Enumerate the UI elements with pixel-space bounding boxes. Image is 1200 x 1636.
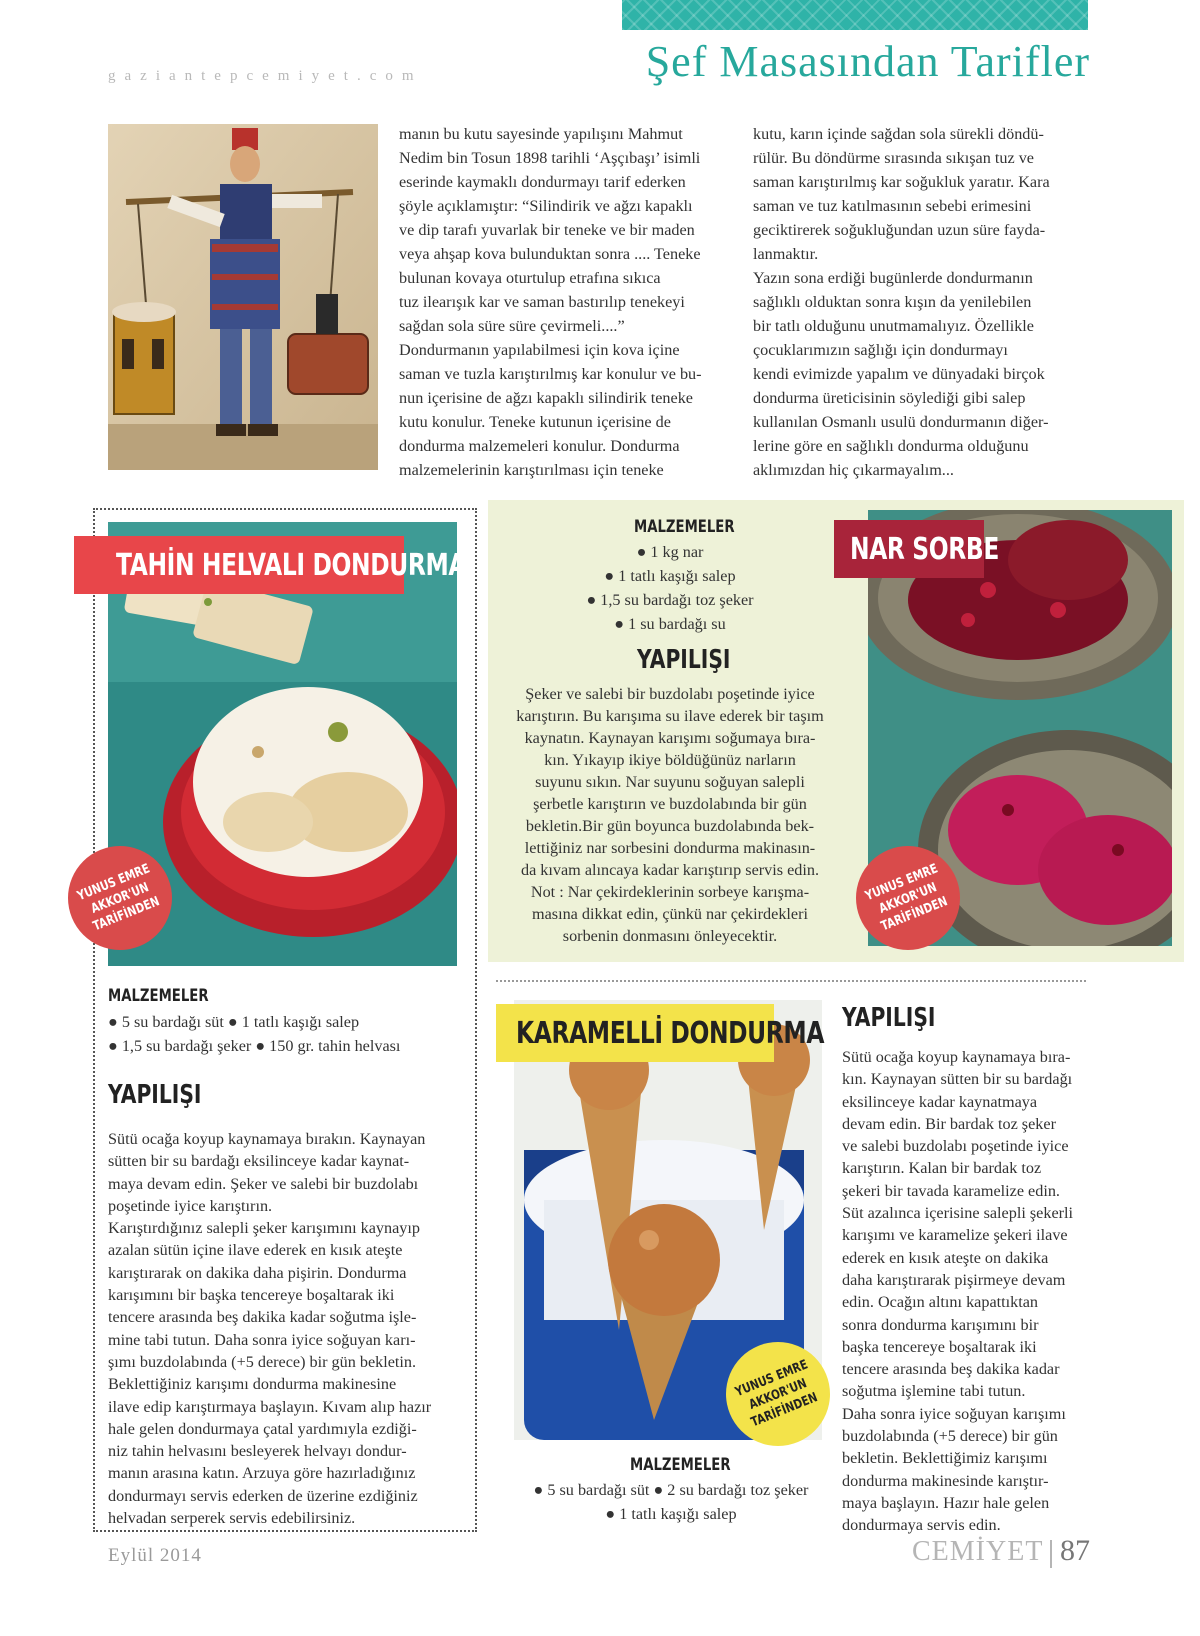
text-line: karıştırın. Kalan bir bardak toz: [842, 1159, 1042, 1178]
magazine-brand: CEMİYET: [912, 1536, 1044, 1567]
text-line: soğutma işlemine tabi tutun.: [842, 1382, 1026, 1401]
header-pattern-band: [622, 0, 1088, 30]
text-line: karıştırarak on dakika daha pişirin. Dondurma: [108, 1263, 407, 1282]
text-line: şerbetle karıştırın ve buzdolabında bir gün: [533, 795, 807, 813]
text-line: kaynatın. Kaynayan karışımı soğumaya bıra-: [524, 729, 816, 747]
text-line: malzemelerinin karıştırılması için teneke: [399, 461, 664, 479]
text-line: bekletin. Beklettiğimiz karışımı: [842, 1449, 1048, 1468]
text-line: eksilinceye kadar kaynatmaya: [842, 1092, 1038, 1111]
text-line: şımı buzdolabında (+5 derece) bir gün bekletin.: [108, 1352, 417, 1371]
text-line: helvadan serperek servis edebilirsiniz.: [108, 1509, 356, 1528]
page-number: 87: [1060, 1534, 1090, 1567]
text-line: manın bu kutu sayesinde yapılışını Mahmut: [399, 125, 683, 143]
text-line: masına dikkat edin, çünkü nar çekirdekleri: [532, 905, 808, 923]
text-line: karışımı ve karamelize şekeri ilave: [842, 1226, 1068, 1245]
nar-ingredients-heading: MALZEMELER: [634, 517, 735, 537]
tahin-chef-badge: [68, 846, 172, 950]
text-line: dondurma makinesinde karıştır-: [842, 1471, 1049, 1490]
karamel-title-label: [496, 1004, 825, 1062]
text-line: şekeri bir tavada karamelize edin.: [842, 1181, 1060, 1200]
text-line: dondurma malzemeleri konulur. Dondurma: [399, 437, 680, 455]
text-line: Sütü ocağa koyup kaynamaya bıra-: [842, 1048, 1071, 1066]
nar-title: NAR SORBE: [850, 532, 999, 567]
ingredient-line: ● 1 tatlı kaşığı salep: [604, 567, 736, 585]
karamel-chef-badge: [726, 1342, 830, 1446]
karamel-method-text: [842, 1046, 1092, 1537]
text-line: şöyle açıklamıştır: “Silindirik ve ağzı kapaklı: [399, 197, 693, 215]
ingredient-line: ● 5 su bardağı süt ● 2 su bardağı toz şeker: [533, 1481, 809, 1499]
text-line: sütten bir su bardağı eksilinceye kadar kaynat-: [108, 1152, 410, 1171]
issue-date: Eylül 2014: [108, 1545, 202, 1566]
text-line: mine tabi tutun. Daha sonra iyice soğuyan karı-: [108, 1330, 416, 1349]
text-line: lanmaktır.: [753, 245, 819, 263]
text-line: kullanılan Osmanlı usulü dondurmanın diğer-: [753, 413, 1049, 431]
text-line: rülür. Bu döndürme sırasında sıkışan tuz ve: [753, 149, 1034, 167]
nar-ingredients-list: [500, 540, 840, 636]
intro-column-1: [399, 122, 729, 482]
text-line: lettiğiniz nar sorbesini dondurma makinasın-: [524, 839, 816, 857]
text-line: karışımını bir başka tencereye boşaltarak iki: [108, 1286, 395, 1305]
text-line: da kıvam alıncaya kadar karıştırıp servis edin.: [520, 861, 819, 879]
ingredient-line: ● 1,5 su bardağı şeker ● 150 gr. tahin helvası: [108, 1037, 401, 1055]
text-line: aklımızdan hiç çıkarmayalım...: [753, 461, 954, 479]
text-line: bulunan kovaya oturtulup etrafına sıkıca: [399, 269, 661, 287]
text-line: hale gelen dondurmaya çatal yardımıyla ezdiği-: [108, 1419, 417, 1438]
text-line: geciktirerek soğukluğundan uzun süre fayda-: [753, 221, 1046, 239]
text-line: Sütü ocağa koyup kaynamaya bırakın. Kaynayan: [108, 1130, 426, 1148]
text-line: saman ve tuzla karıştırılmış kar konulur ve bu-: [399, 365, 702, 383]
text-line: dondurmayı servis ederken de üzerine ezdiğiniz: [108, 1486, 418, 1505]
text-line: kutu konulur. Teneke kutunun içerisine de: [399, 413, 671, 431]
text-line: eserinde kaymaklı dondurmayı tarif ederken: [399, 173, 686, 191]
text-line: Not : Nar çekirdeklerinin sorbeye karışma-: [530, 883, 810, 901]
text-line: ve salebi buzdolabı poşetinde iyice: [842, 1137, 1069, 1156]
text-line: bir tatlı olduğunu unutmamalıyız. Özellikle: [753, 317, 1034, 335]
text-line: Süt azalınca içerisine salepli şekerli: [842, 1204, 1074, 1223]
tahin-title-label: [74, 536, 467, 594]
ingredient-line: ● 1,5 su bardağı toz şeker: [586, 591, 754, 609]
section-divider: [496, 980, 1086, 982]
text-line: azalan sütün içine ilave ederek en kısık ateşte: [108, 1241, 403, 1260]
nar-method-heading: YAPILIŞI: [637, 645, 731, 675]
chef-credit-text: YUNUS EMRE AKKOR'UN TARİFİNDEN: [75, 860, 162, 934]
text-line: ederek en kısık ateşte on dakika: [842, 1248, 1049, 1267]
ingredient-line: ● 1 kg nar: [636, 543, 704, 561]
chef-credit-text: YUNUS EMRE AKKOR'UN TARİFİNDEN: [863, 860, 950, 934]
text-line: daha karıştırarak pişirmeye devam: [842, 1270, 1066, 1289]
text-line: tencere arasında beş dakika kadar soğutma işle-: [108, 1308, 417, 1327]
tahin-ingredients-heading: MALZEMELER: [108, 986, 209, 1006]
tahin-method-text: [108, 1128, 468, 1529]
text-line: başka tencereye boşaltarak iki: [842, 1337, 1037, 1356]
footer-separator: [1050, 1540, 1052, 1568]
text-line: saman ve tuz katılmasının sebebi erimesini: [753, 197, 1032, 215]
text-line: veya ahşap kova bulunduktan sonra .... Teneke: [399, 245, 701, 263]
text-line: ilave edip karıştırmaya başlayın. Kıvam alıp hazır: [108, 1397, 432, 1416]
text-line: ve dip tarafı yuvarlak bir teneke ve bir maden: [399, 221, 695, 239]
text-line: buzdolabında (+5 derece) bir gün: [842, 1427, 1058, 1446]
section-title: Şef Masasından Tarifler: [645, 37, 1090, 86]
intro-column-2: [753, 122, 1093, 482]
karamel-title: KARAMELLİ DONDURMA: [516, 1016, 825, 1051]
karamel-method-heading: YAPILIŞI: [842, 1003, 936, 1033]
nar-chef-badge: [856, 846, 960, 950]
text-line: kendi evimizde yapalım ve dünyadaki birçok: [753, 365, 1045, 383]
ingredient-line: ● 1 su bardağı su: [614, 615, 726, 633]
text-line: Nedim bin Tosun 1898 tarihli ‘Aşçıbaşı’ isimli: [399, 149, 701, 167]
text-line: kın. Yıkayıp ikiye böldüğünüz narların: [544, 751, 796, 769]
text-line: çocuklarımızın sağlığı için dondurmayı: [753, 341, 1008, 359]
karamel-ingredients-heading: MALZEMELER: [630, 1455, 731, 1475]
text-line: maya devam edin. Şeker ve salebi bir buzdolabı: [108, 1174, 419, 1193]
text-line: Yazın sona erdiği bugünlerde dondurmanın: [753, 269, 1033, 287]
text-line: sağlıklı olduktan sonra kışın da yenilebilen: [753, 293, 1032, 311]
text-line: edin. Ocağın altını kapattıktan: [842, 1293, 1038, 1312]
tahin-method-heading: YAPILIŞI: [108, 1080, 202, 1110]
site-url: gaziantepcemiyet.com: [108, 68, 423, 84]
text-line: manın arasına katın. Arzuya göre hazırladığınız: [108, 1464, 416, 1483]
ingredient-line: ● 1 tatlı kaşığı salep: [605, 1505, 737, 1523]
nar-method-text: [500, 683, 840, 947]
text-line: tencere arasında beş dakika kadar: [842, 1360, 1060, 1379]
text-line: devam edin. Bir bardak toz şeker: [842, 1114, 1056, 1133]
text-line: poşetinde iyice karıştırın.: [108, 1196, 273, 1215]
nar-title-label: [834, 520, 999, 578]
text-line: lerine göre en sağlıklı dondurma olduğunu: [753, 437, 1029, 455]
karamel-ingredients-list: [506, 1478, 836, 1526]
text-line: dondurmaya servis edin.: [842, 1516, 1001, 1535]
text-line: maya başlayın. Hazır hale gelen: [842, 1493, 1050, 1512]
tahin-ingredients-list: [108, 1010, 468, 1058]
text-line: Beklettiğiniz karışımı dondurma makinesine: [108, 1375, 397, 1394]
text-line: karıştırın. Bu karışıma su ilave ederek bir taşım: [516, 707, 824, 725]
text-line: sorbenin donmasını önleyecektir.: [562, 927, 778, 945]
ingredient-line: ● 5 su bardağı süt ● 1 tatlı kaşığı salep: [108, 1013, 360, 1031]
text-line: tuz ilearışık kar ve saman bastırılıp tenekeyi: [399, 293, 685, 311]
text-line: nun içerisine de ağzı kapaklı silindirik teneke: [399, 389, 693, 407]
chef-credit-text: YUNUS EMRE AKKOR'UN TARİFİNDEN: [733, 1356, 820, 1430]
text-line: sağdan sola süre süre çevirmeli....”: [399, 317, 625, 335]
text-line: Şeker ve salebi bir buzdolabı poşetinde iyice: [525, 685, 815, 703]
text-line: bekletin.Bir gün boyunca buzdolabında bek-: [525, 817, 815, 835]
text-line: niz tahin helvasını besleyerek helvayı dondur-: [108, 1442, 407, 1461]
text-line: Daha sonra iyice soğuyan karışımı: [842, 1404, 1066, 1423]
text-line: kutu, karın içinde sağdan sola sürekli döndü-: [753, 125, 1044, 143]
text-line: saman karıştırılmış kar soğukluk yaratır. Kara: [753, 173, 1050, 191]
tahin-title: TAHİN HELVALI DONDURMA: [116, 548, 467, 583]
text-line: dondurma üreticisinin söylediği gibi salep: [753, 389, 1026, 407]
text-line: kın. Kaynayan sütten bir su bardağı: [842, 1070, 1073, 1089]
text-line: Dondurmanın yapılabilmesi için kova içine: [399, 341, 680, 359]
text-line: sonra dondurma karışımını bir: [842, 1315, 1039, 1334]
ice-cream-vendor-illustration: [108, 124, 378, 470]
text-line: suyunu sıkın. Nar suyunu soğuyan salepli: [535, 773, 805, 791]
text-line: Karıştırdığınız salepli şeker karışımını kaynayıp: [108, 1219, 420, 1238]
